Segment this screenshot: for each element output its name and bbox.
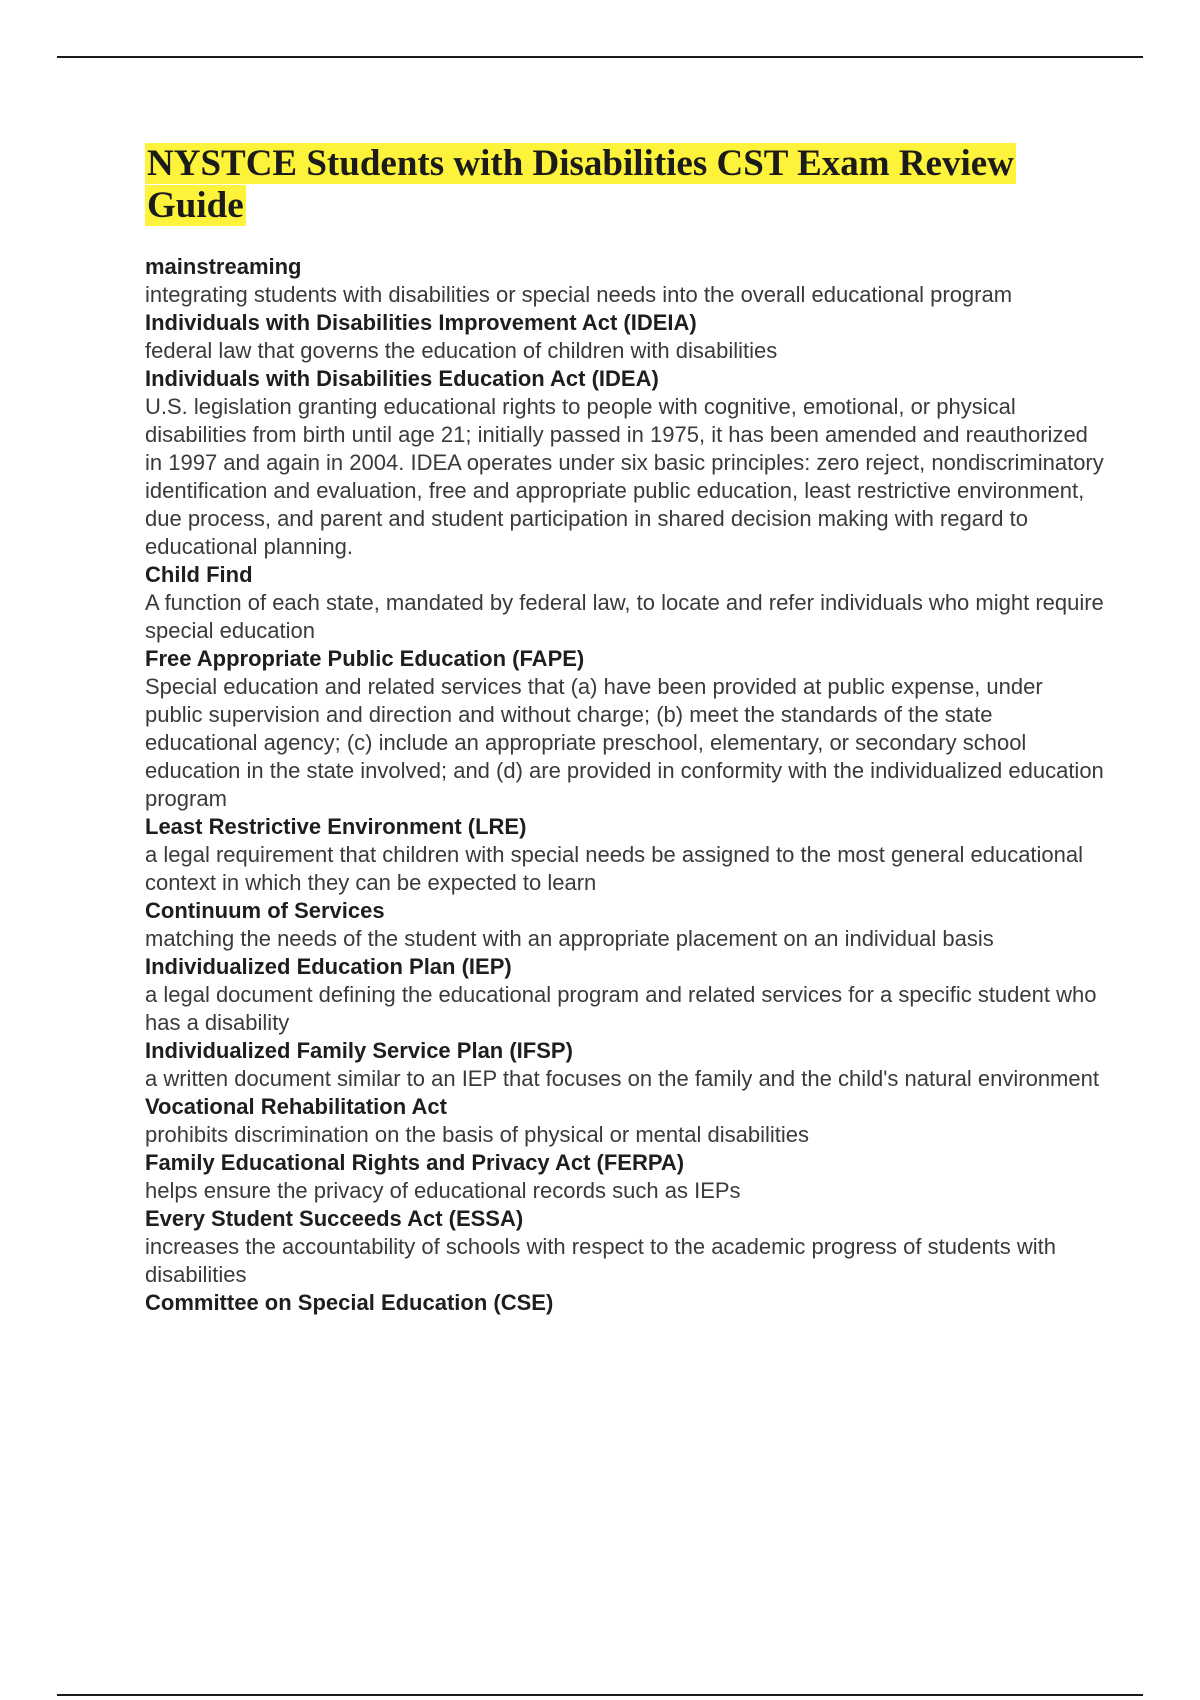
definition: prohibits discrimination on the basis of physical or mental disabilities — [145, 1122, 809, 1147]
entry-cse — [145, 1289, 1105, 1317]
entry-mainstreaming — [145, 253, 1105, 309]
entry-ifsp — [145, 1037, 1105, 1093]
term: Child Find — [145, 562, 253, 587]
term: Free Appropriate Public Education (FAPE) — [145, 646, 585, 671]
term: mainstreaming — [145, 254, 302, 279]
term: Individuals with Disabilities Education Act (IDEA) — [145, 366, 659, 391]
bottom-divider — [57, 1694, 1143, 1696]
entry-fape — [145, 645, 1105, 813]
page-title-text: NYSTCE Students with Disabilities CST Exam Review Guide — [147, 143, 1014, 226]
definition: federal law that governs the education of children with disabilities — [145, 338, 778, 363]
entry-idea — [145, 365, 1105, 561]
definition: a written document similar to an IEP that focuses on the family and the child's natural environment — [145, 1066, 1099, 1091]
definition: U.S. legislation granting educational rights to people with cognitive, emotional, or physical disabilities from birth until age 21; initially passed in 1975, it has been amended and reauthorized in 1997 and again in 2004. IDEA operates under six basic principles: zero reject, nondiscriminatory identification and evaluation, free and appropriate public education, least restrictive environment, due process, and parent and student participation in shared decision making with regard to educational planning. — [145, 394, 1104, 559]
term: Family Educational Rights and Privacy Act (FERPA) — [145, 1150, 685, 1175]
term: Committee on Special Education (CSE) — [145, 1290, 554, 1315]
entry-continuum-of-services — [145, 897, 1105, 953]
term: Every Student Succeeds Act (ESSA) — [145, 1206, 524, 1231]
definition: integrating students with disabilities or special needs into the overall educational program — [145, 282, 1013, 307]
term: Vocational Rehabilitation Act — [145, 1094, 447, 1119]
entry-essa — [145, 1205, 1105, 1289]
term: Individuals with Disabilities Improvement Act (IDEIA) — [145, 310, 697, 335]
definition: matching the needs of the student with an appropriate placement on an individual basis — [145, 926, 994, 951]
definition: a legal document defining the educational program and related services for a specific student who has a disability — [145, 982, 1097, 1035]
entry-iep — [145, 953, 1105, 1037]
term: Individualized Family Service Plan (IFSP) — [145, 1038, 573, 1063]
entry-ferpa — [145, 1149, 1105, 1205]
entry-ideia — [145, 309, 1105, 365]
entry-lre — [145, 813, 1105, 897]
definition: helps ensure the privacy of educational records such as IEPs — [145, 1178, 741, 1203]
page-title — [145, 143, 1045, 227]
entry-vocational-rehabilitation-act — [145, 1093, 1105, 1149]
definition: a legal requirement that children with special needs be assigned to the most general educational context in which they can be expected to learn — [145, 842, 1084, 895]
definition: Special education and related services that (a) have been provided at public expense, under public supervision and direction and without charge; (b) meet the standards of the state educational agency; (c) include an appropriate preschool, elementary, or secondary school education in the state involved; and (d) are provided in conformity with the individualized education program — [145, 674, 1104, 811]
term: Least Restrictive Environment (LRE) — [145, 814, 527, 839]
definition: increases the accountability of schools with respect to the academic progress of students with disabilities — [145, 1234, 1057, 1287]
term: Continuum of Services — [145, 898, 385, 923]
entry-child-find — [145, 561, 1105, 645]
top-divider — [57, 56, 1143, 58]
document-body — [145, 143, 1105, 1317]
definition: A function of each state, mandated by federal law, to locate and refer individuals who might require special education — [145, 590, 1104, 643]
term: Individualized Education Plan (IEP) — [145, 954, 512, 979]
